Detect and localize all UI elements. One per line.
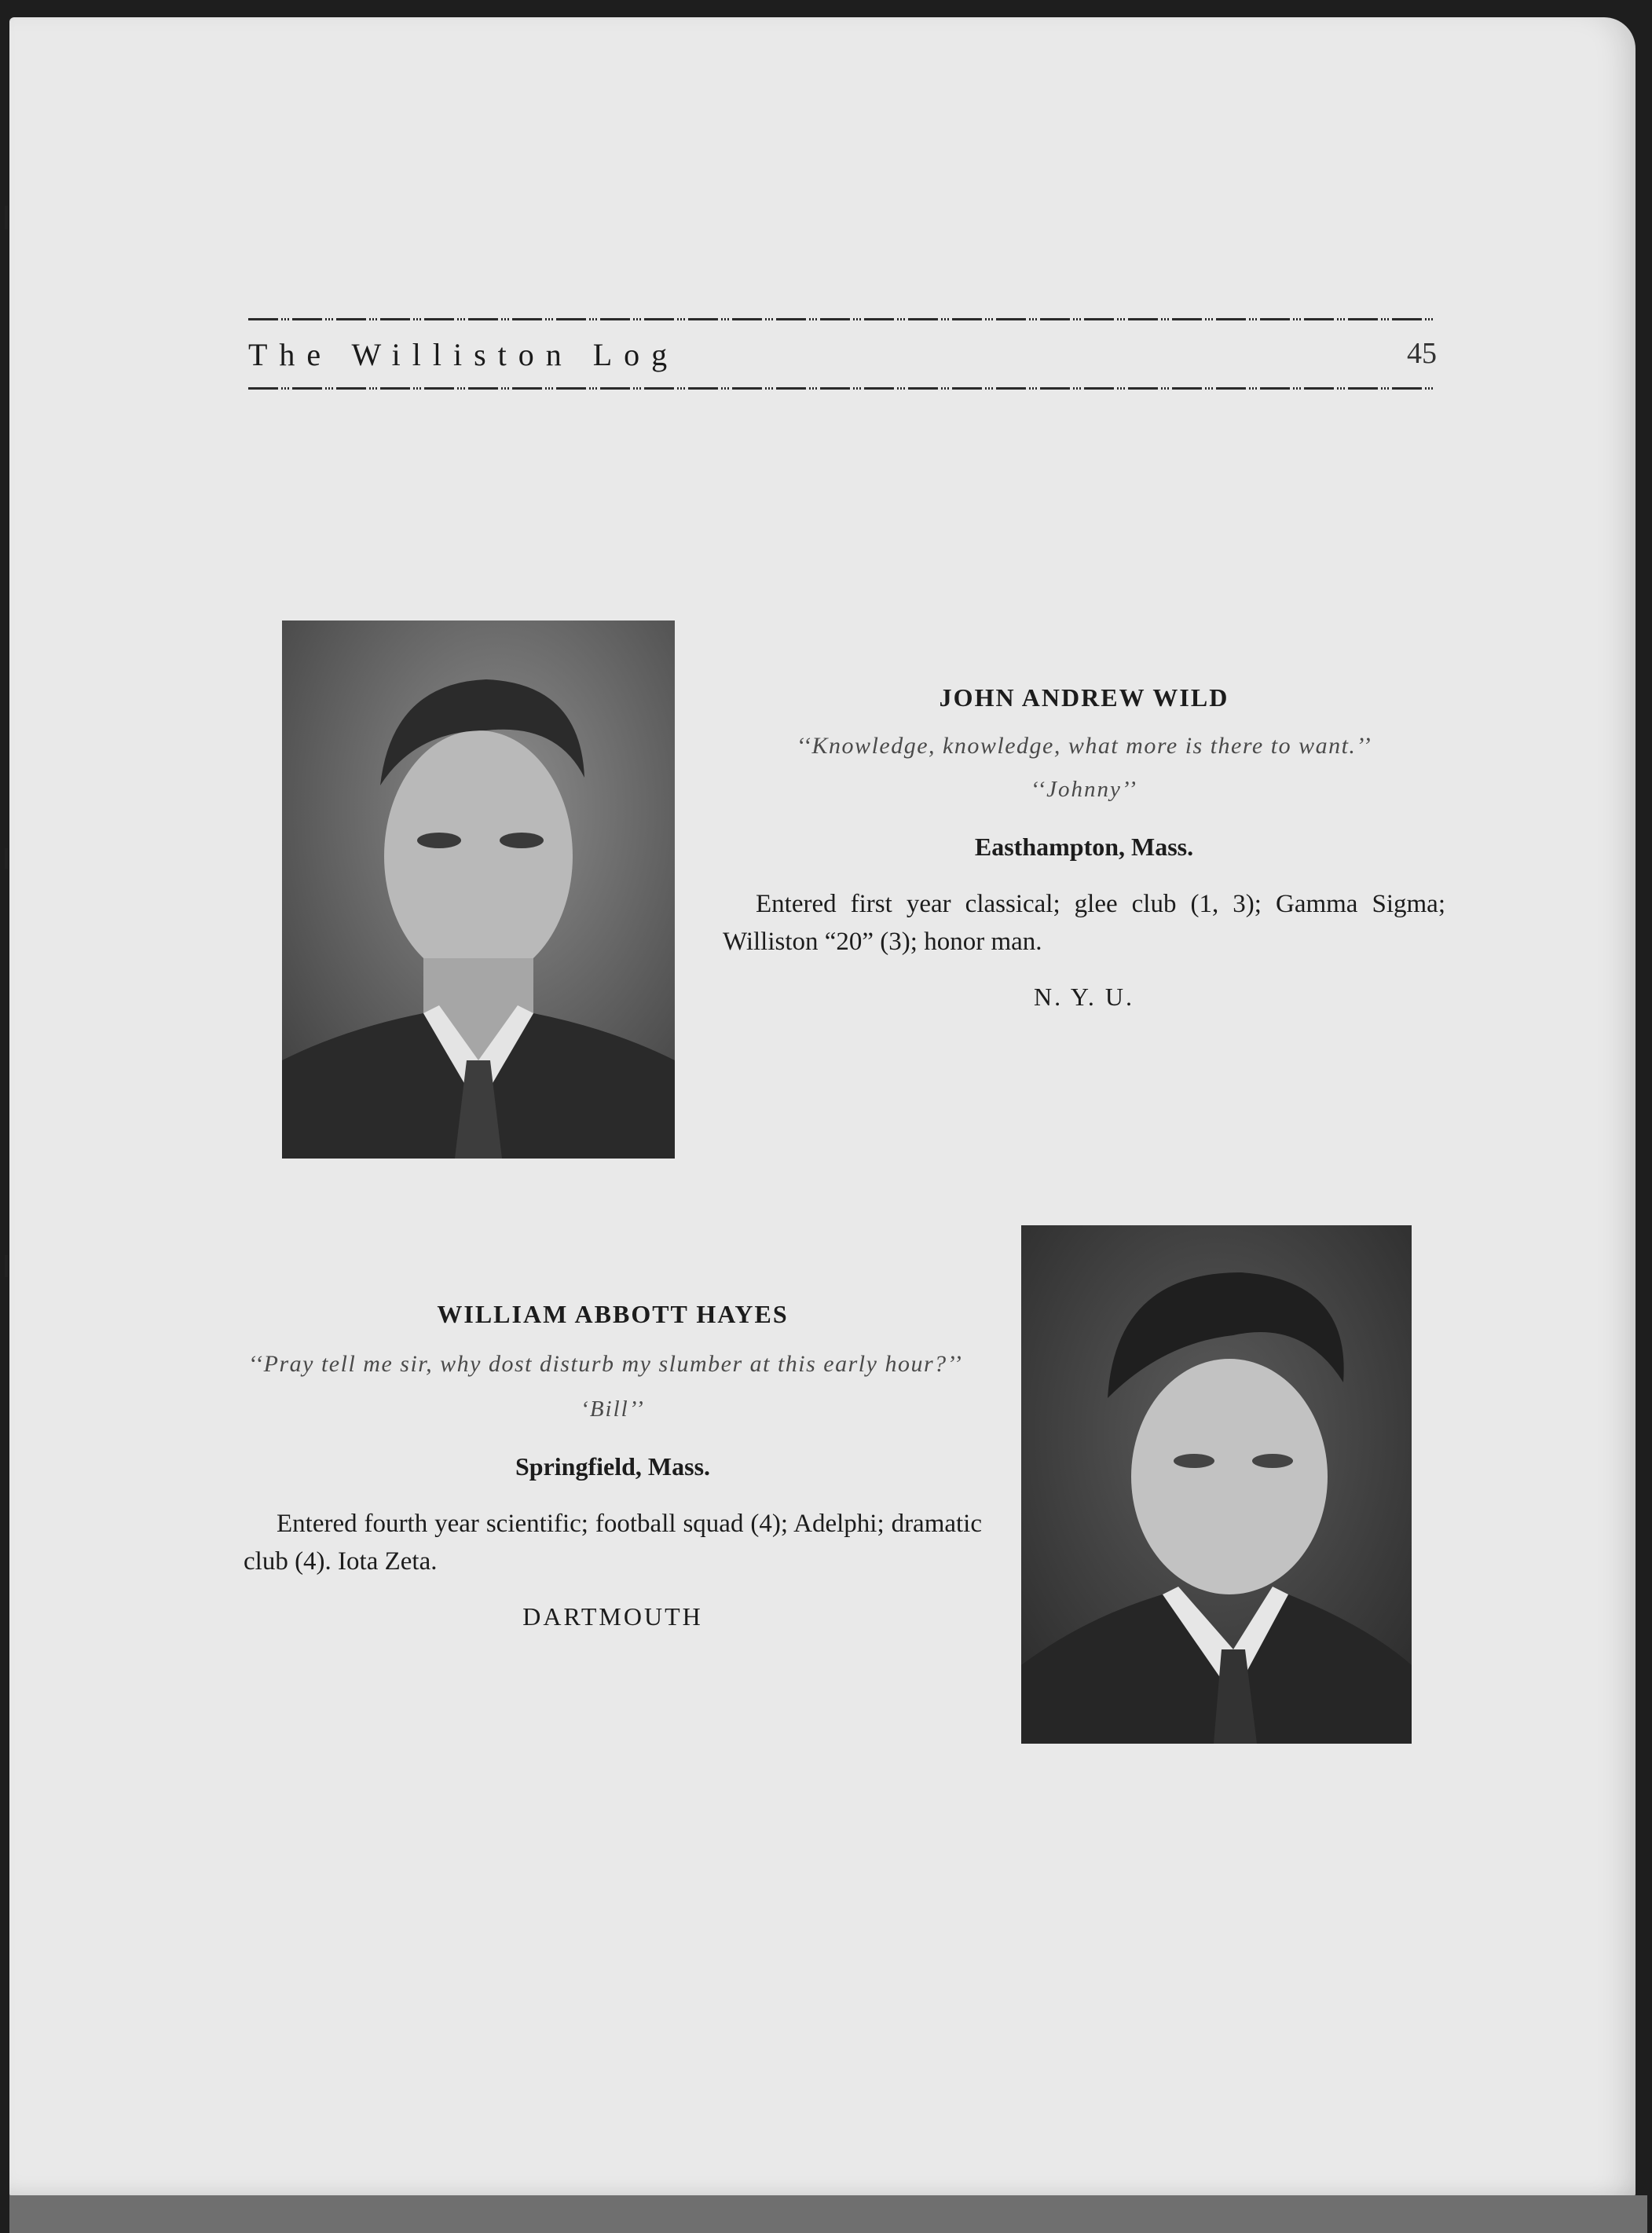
running-header-title: The Williston Log bbox=[248, 337, 679, 372]
student-nickname: ‘‘Johnny’’ bbox=[1031, 777, 1137, 802]
student-entry bbox=[244, 1300, 982, 1631]
student-entry bbox=[723, 683, 1445, 1012]
student-record: Entered fourth year scientific; football squad (4); Adelphi; dramatic club (4). Iota Zeta. bbox=[244, 1510, 982, 1576]
student-name: JOHN ANDREW WILD bbox=[939, 683, 1229, 712]
student-name: WILLIAM ABBOTT HAYES bbox=[437, 1300, 789, 1328]
student-record: Entered first year classical; glee club (1, 3); Gamma Sigma; Williston “20” (3); honor man. bbox=[723, 890, 1445, 956]
student-college: DARTMOUTH bbox=[522, 1602, 703, 1631]
header-rule-bottom bbox=[248, 385, 1436, 393]
student-quote: ‘‘Knowledge, knowledge, what more is there to want.’’ bbox=[796, 733, 1372, 759]
student-hometown: Easthampton, Mass. bbox=[974, 833, 1194, 861]
portrait-photo bbox=[1021, 1225, 1412, 1744]
binding-mark bbox=[5, 848, 8, 869]
header-rule-top bbox=[248, 316, 1436, 324]
student-college: N. Y. U. bbox=[1033, 983, 1134, 1011]
student-nickname: ‘Bill’’ bbox=[581, 1397, 645, 1422]
binding-mark bbox=[5, 206, 8, 229]
student-quote: ‘‘Pray tell me sir, why dost disturb my slumber at this early hour?’’ bbox=[248, 1351, 963, 1377]
student-hometown: Springfield, Mass. bbox=[515, 1452, 711, 1481]
page-number: 45 bbox=[1407, 337, 1437, 370]
page-bottom-edge bbox=[9, 2195, 1647, 2233]
binding-mark bbox=[5, 1255, 8, 1277]
portrait-photo bbox=[282, 620, 675, 1159]
